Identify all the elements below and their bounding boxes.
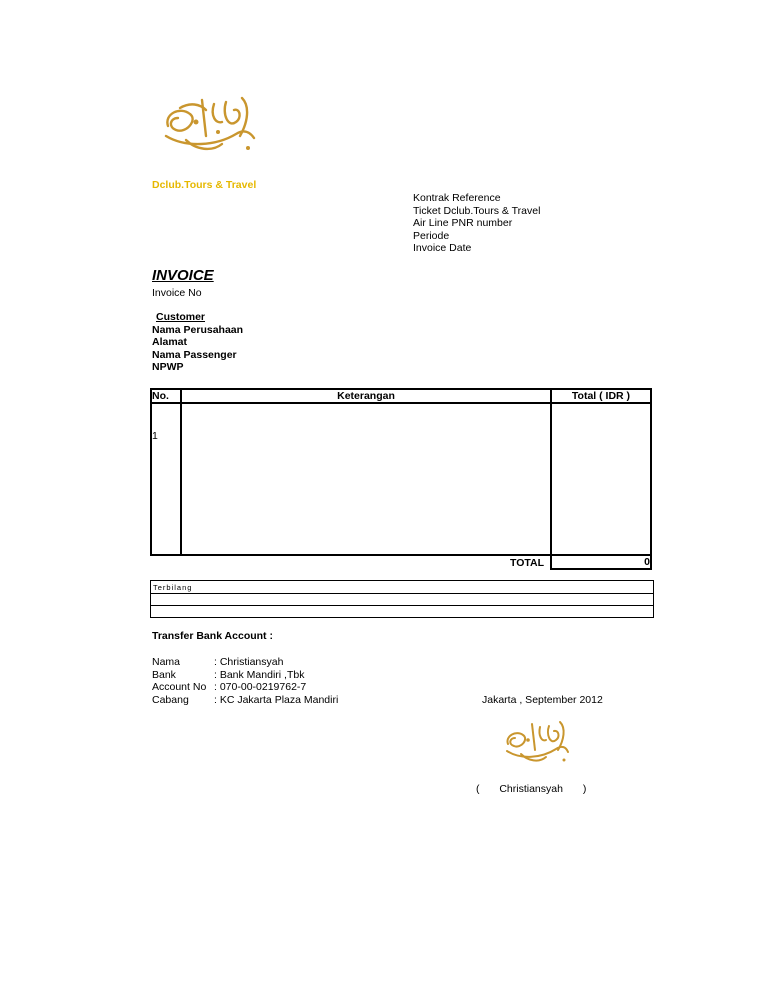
reference-invoice-date: Invoice Date bbox=[413, 242, 472, 255]
col-header-no: No. bbox=[151, 389, 181, 403]
terbilang-label: Terbilang bbox=[153, 583, 193, 592]
list-item bbox=[152, 694, 338, 707]
bank-value: : Christiansyah bbox=[214, 656, 284, 668]
bank-title: Transfer Bank Account : bbox=[152, 630, 273, 642]
customer-field-passenger: Nama Passenger bbox=[152, 348, 237, 361]
customer-field-company: Nama Perusahaan bbox=[152, 323, 244, 336]
open-paren: ( bbox=[476, 783, 480, 795]
bank-value: : 070-00-0219762-7 bbox=[214, 681, 307, 694]
list-item bbox=[152, 681, 338, 694]
reference-pnr: Air Line PNR number bbox=[413, 217, 513, 230]
total-value: 0 bbox=[551, 555, 651, 569]
customer-field-address: Alamat bbox=[152, 336, 188, 349]
reference-list bbox=[413, 192, 540, 255]
table-row bbox=[151, 403, 651, 555]
bank-value: : Bank Mandiri ,Tbk bbox=[214, 668, 305, 681]
place-date: Jakarta , September 2012 bbox=[482, 694, 603, 706]
terbilang-divider bbox=[151, 593, 653, 594]
reference-ticket: Ticket Dclub.Tours & Travel bbox=[413, 204, 541, 217]
bank-value: : KC Jakarta Plaza Mandiri bbox=[214, 693, 339, 706]
items-table bbox=[150, 388, 652, 570]
invoice-number-label: Invoice No bbox=[152, 287, 202, 299]
bank-label: Nama bbox=[152, 656, 181, 668]
reference-periode: Periode bbox=[413, 229, 450, 242]
close-paren: ) bbox=[582, 783, 587, 795]
row-no: 1 bbox=[152, 430, 158, 442]
col-header-total: Total ( IDR ) bbox=[551, 389, 651, 403]
terbilang-box bbox=[150, 580, 654, 618]
signature-logo-icon bbox=[500, 718, 572, 770]
signer-block bbox=[476, 783, 586, 795]
total-row bbox=[151, 555, 651, 569]
calligraphy-logo-icon bbox=[156, 92, 260, 164]
list-item bbox=[152, 656, 338, 669]
brand-name: Dclub.Tours & Travel bbox=[152, 179, 257, 191]
bank-label: Account No bbox=[152, 681, 207, 694]
col-header-desc: Keterangan bbox=[181, 389, 551, 403]
terbilang-divider bbox=[151, 605, 653, 606]
invoice-title: INVOICE bbox=[152, 267, 214, 284]
row-total bbox=[551, 403, 651, 555]
customer-block bbox=[152, 311, 243, 374]
table-header-row bbox=[151, 389, 651, 403]
total-label: TOTAL bbox=[509, 556, 544, 569]
row-desc bbox=[181, 403, 551, 555]
bank-account-block bbox=[152, 630, 338, 706]
signer-name: Christiansyah bbox=[499, 783, 563, 795]
bank-label: Bank bbox=[152, 668, 176, 681]
customer-header: Customer bbox=[156, 311, 206, 323]
bank-table bbox=[152, 656, 338, 706]
customer-field-npwp: NPWP bbox=[152, 361, 184, 374]
bank-label: Cabang bbox=[152, 693, 189, 706]
reference-kontrak: Kontrak Reference bbox=[413, 192, 501, 204]
list-item bbox=[152, 669, 338, 682]
